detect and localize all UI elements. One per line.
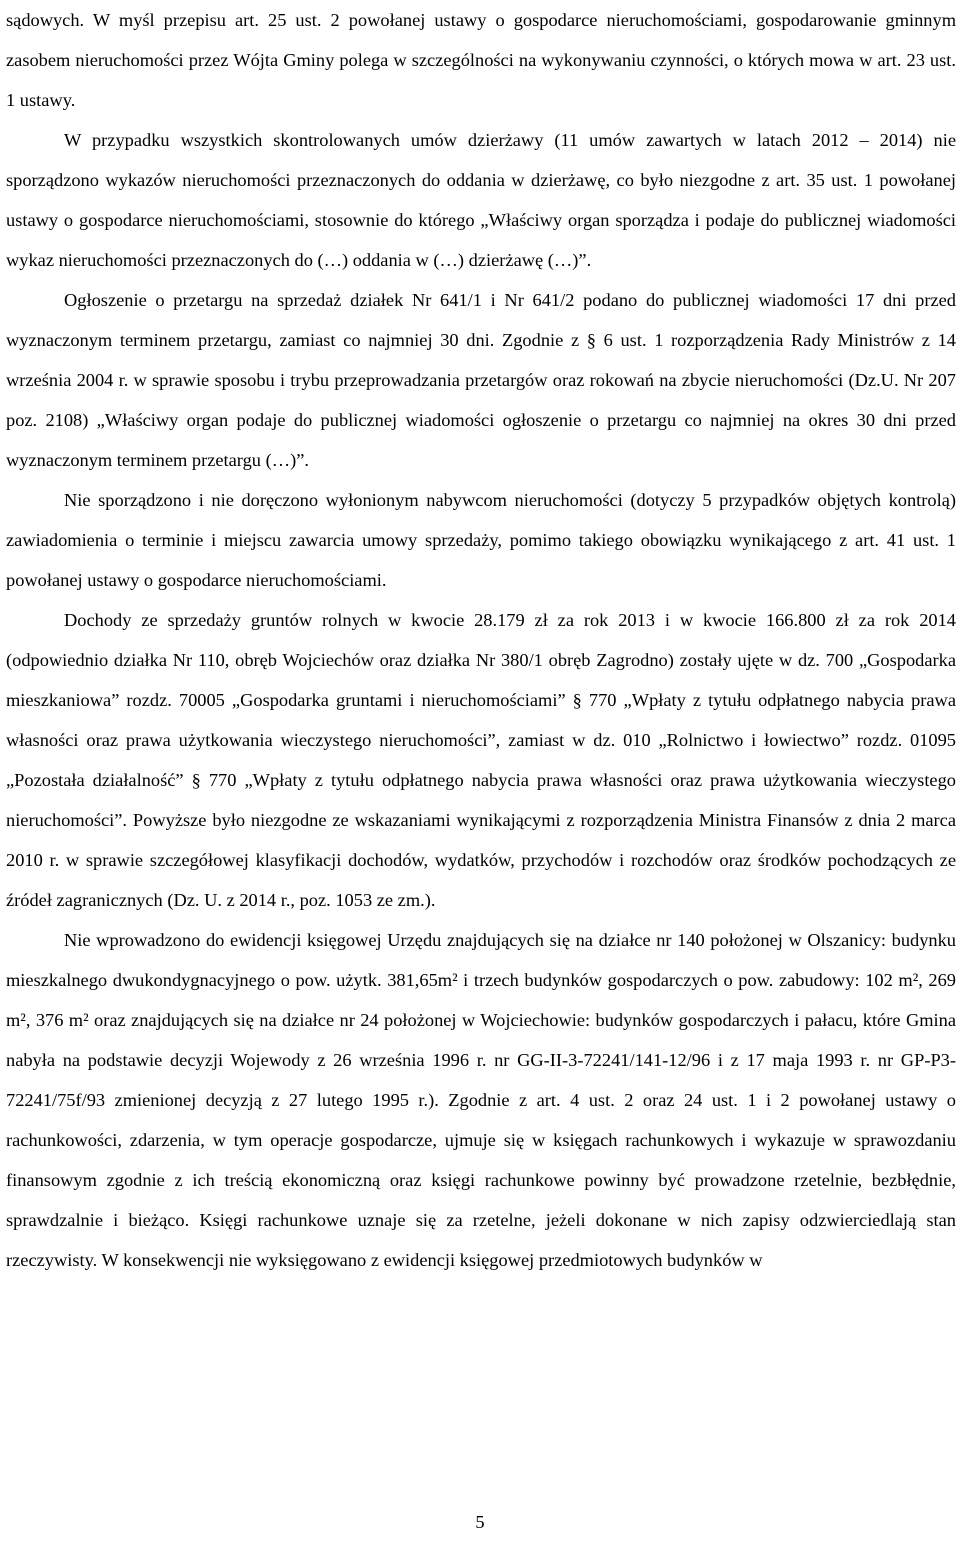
paragraph-5: Dochody ze sprzedaży gruntów rolnych w kwocie 28.179 zł za rok 2013 i w kwocie 166.800 zł za rok 2014 (odpowiednio działka Nr 110, obręb Wojciechów oraz działka Nr 380/1 obręb Zagrodno) zostały ujęte w dz. 700 „Gospodarka mieszkaniowa” rozdz. 70005 „Gospodarka gruntami i nieruchomościami” § 770 „Wpłaty z tytułu odpłatnego nabycia prawa własności oraz prawa użytkowania wieczystego nieruchomości”, zamiast w dz. 010 „Rolnictwo i łowiectwo” rozdz. 01095 „Pozostała działalność” § 770 „Wpłaty z tytułu odpłatnego nabycia prawa własności oraz prawa użytkowania wieczystego nieruchomości”. Powyższe było niezgodne ze wskazaniami wynikającymi z rozporządzenia Ministra Finansów z dnia 2 marca 2010 r. w sprawie szczegółowej klasyfikacji dochodów, wydatków, przychodów i rozchodów oraz środków pochodzących ze źródeł zagranicznych (Dz. U. z 2014 r., poz. 1053 ze zm.). <box>6 610 956 910</box>
paragraph-1: sądowych. W myśl przepisu art. 25 ust. 2 powołanej ustawy o gospodarce nieruchomościami, gospodarowanie gminnym zasobem nieruchomości przez Wójta Gminy polega w szczególności na wykonywaniu czynności, o których mowa w art. 23 ust. 1 ustawy. <box>6 10 956 110</box>
document-page <box>6 0 956 1280</box>
paragraph-2: W przypadku wszystkich skontrolowanych umów dzierżawy (11 umów zawartych w latach 2012 – 2014) nie sporządzono wykazów nieruchomości przeznaczonych do oddania w dzierżawę, co było niezgodne z art. 35 ust. 1 powołanej ustawy o gospodarce nieruchomościami, stosownie do którego „Właściwy organ sporządza i podaje do publicznej wiadomości wykaz nieruchomości przeznaczonych do (…) oddania w (…) dzierżawę (…)”. <box>6 130 956 270</box>
page-number: 5 <box>475 1512 485 1532</box>
paragraph-6: Nie wprowadzono do ewidencji księgowej Urzędu znajdujących się na działce nr 140 położonej w Olszanicy: budynku mieszkalnego dwukondygnacyjnego o pow. użytk. 381,65m² i trzech budynków gospodarczych o pow. zabudowy: 102 m², 269 m², 376 m² oraz znajdujących się na działce nr 24 położonej w Wojciechowie: budynków gospodarczych i pałacu, które Gmina nabyła na podstawie decyzji Wojewody z 26 września 1996 r. nr GG-II-3-72241/141-12/96 i z 17 maja 1993 r. nr GP-P3-72241/75f/93 zmienionej decyzją z 27 lutego 1995 r.). Zgodnie z art. 4 ust. 2 oraz 24 ust. 1 i 2 powołanej ustawy o rachunkowości, zdarzenia, w tym operacje gospodarcze, ujmuje się w księgach rachunkowych i wykazuje w sprawozdaniu finansowym zgodnie z ich treścią ekonomiczną oraz księgi rachunkowe powinny być prowadzone rzetelnie, bezbłędnie, sprawdzalnie i bieżąco. Księgi rachunkowe uznaje się za rzetelne, jeżeli dokonane w nich zapisy odzwierciedlają stan rzeczywisty. W konsekwencji nie wyksięgowano z ewidencji księgowej przedmiotowych budynków w <box>6 930 956 1270</box>
paragraph-3: Ogłoszenie o przetargu na sprzedaż działek Nr 641/1 i Nr 641/2 podano do publicznej wiadomości 17 dni przed wyznaczonym terminem przetargu, zamiast co najmniej 30 dni. Zgodnie z § 6 ust. 1 rozporządzenia Rady Ministrów z 14 września 2004 r. w sprawie sposobu i trybu przeprowadzania przetargów oraz rokowań na zbycie nieruchomości (Dz.U. Nr 207 poz. 2108) „Właściwy organ podaje do publicznej wiadomości ogłoszenie o przetargu co najmniej na okres 30 dni przed wyznaczonym terminem przetargu (…)”. <box>6 290 956 470</box>
paragraph-4: Nie sporządzono i nie doręczono wyłonionym nabywcom nieruchomości (dotyczy 5 przypadków objętych kontrolą) zawiadomienia o terminie i miejscu zawarcia umowy sprzedaży, pomimo takiego obowiązku wynikającego z art. 41 ust. 1 powołanej ustawy o gospodarce nieruchomościami. <box>6 490 956 590</box>
